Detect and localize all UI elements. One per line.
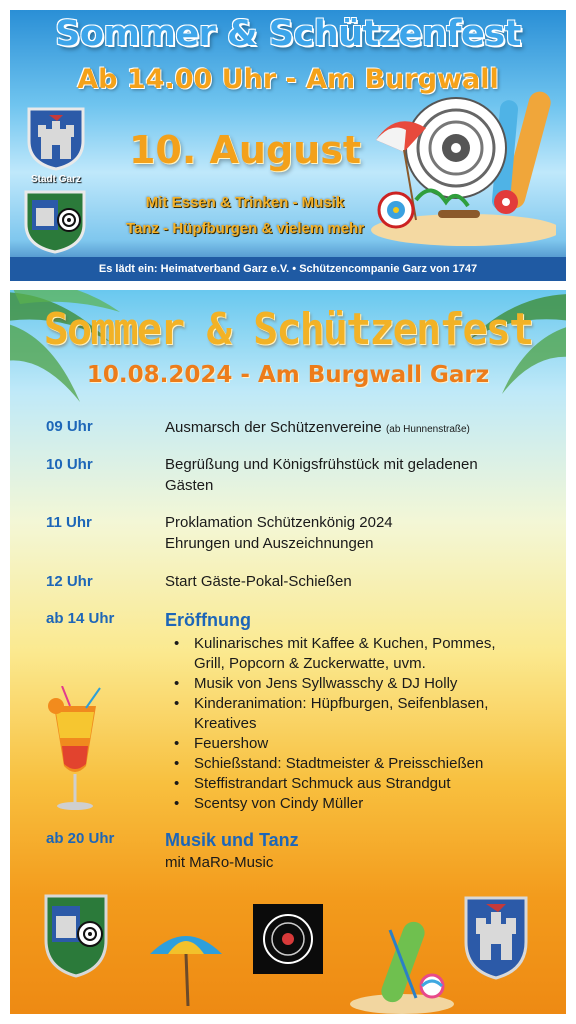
schedule-text: Ehrungen und Auszeichnungen [165, 535, 374, 552]
schedule-text: Start Gäste-Pokal-Schießen [165, 573, 352, 590]
list-item: • Schießstand: Stadtmeister & Preisschießen [172, 754, 552, 774]
list-item: • Steffistrandart Schmuck aus Strandgut [172, 774, 552, 794]
schedule-note: (ab Hunnenstraße) [385, 424, 470, 435]
beach-target-icon [356, 70, 556, 250]
schedule-text: Gästen [165, 477, 214, 494]
list-item: • Scentsy von Cindy Müller [172, 794, 552, 814]
poster-subtitle: 10.08.2024 - Am Burgwall Garz [86, 362, 490, 388]
banner-title: Sommer & Schützenfest [55, 14, 521, 54]
club-crest-icon [44, 894, 108, 978]
schedule-time: 11 Uhr [46, 514, 92, 531]
schedule-entry [165, 454, 545, 496]
list-item: • Feuershow [172, 734, 552, 754]
poster-title: Sommer & Schützenfest [43, 304, 533, 355]
surfboard-beach-icon [346, 916, 458, 1014]
schedule-time: 12 Uhr [46, 573, 93, 590]
banner-line-food-music: Mit Essen & Trinken - Musik [145, 194, 345, 211]
town-crest-label: Stadt Garz [30, 174, 81, 185]
opening-program-list [172, 634, 552, 814]
event-banner [10, 10, 566, 281]
schedule-time: ab 14 Uhr [46, 610, 115, 627]
schedule-heading: Musik und Tanz [165, 830, 299, 850]
schedule-entry [165, 417, 545, 440]
list-item: • Kinderanimation: Hüpfburgen, Seifenblasen, [172, 694, 552, 714]
club-crest-icon [24, 190, 86, 254]
schedule-text: Ausmarsch der Schützenvereine [165, 419, 382, 436]
town-crest-icon [27, 107, 85, 171]
banner-date: 10. August [128, 128, 362, 172]
program-poster [10, 290, 566, 1014]
banner-line-dance: Tanz - Hüpfburgen & vielem mehr [125, 220, 365, 237]
banner-time-place: Ab 14.00 Uhr - Am Burgwall [77, 64, 499, 95]
schedule-text: mit MaRo-Music [165, 854, 274, 871]
list-item: Grill, Popcorn & Zuckerwatte, uvm. [194, 655, 426, 672]
schedule-heading: Eröffnung [165, 610, 251, 630]
list-item: • Musik von Jens Syllwasschy & DJ Holly [172, 674, 552, 694]
beach-umbrella-icon [148, 924, 224, 1008]
schedule-time: 10 Uhr [46, 456, 93, 473]
schedule-text: Begrüßung und Königsfrühstück mit geladenen [165, 456, 478, 473]
cocktail-icon [40, 686, 110, 816]
dj-logo-icon [253, 904, 323, 974]
town-crest-icon [464, 896, 528, 980]
schedule-time: 09 Uhr [46, 418, 93, 435]
schedule-entry [165, 512, 545, 554]
list-item: • Kulinarisches mit Kaffee & Kuchen, Pommes, [172, 634, 552, 654]
banner-footer: Es lädt ein: Heimatverband Garz e.V. • Schützencompanie Garz von 1747 [10, 257, 566, 281]
schedule-time: ab 20 Uhr [46, 830, 115, 847]
schedule-text: Proklamation Schützenkönig 2024 [165, 514, 393, 531]
list-item: Kreatives [194, 715, 257, 732]
